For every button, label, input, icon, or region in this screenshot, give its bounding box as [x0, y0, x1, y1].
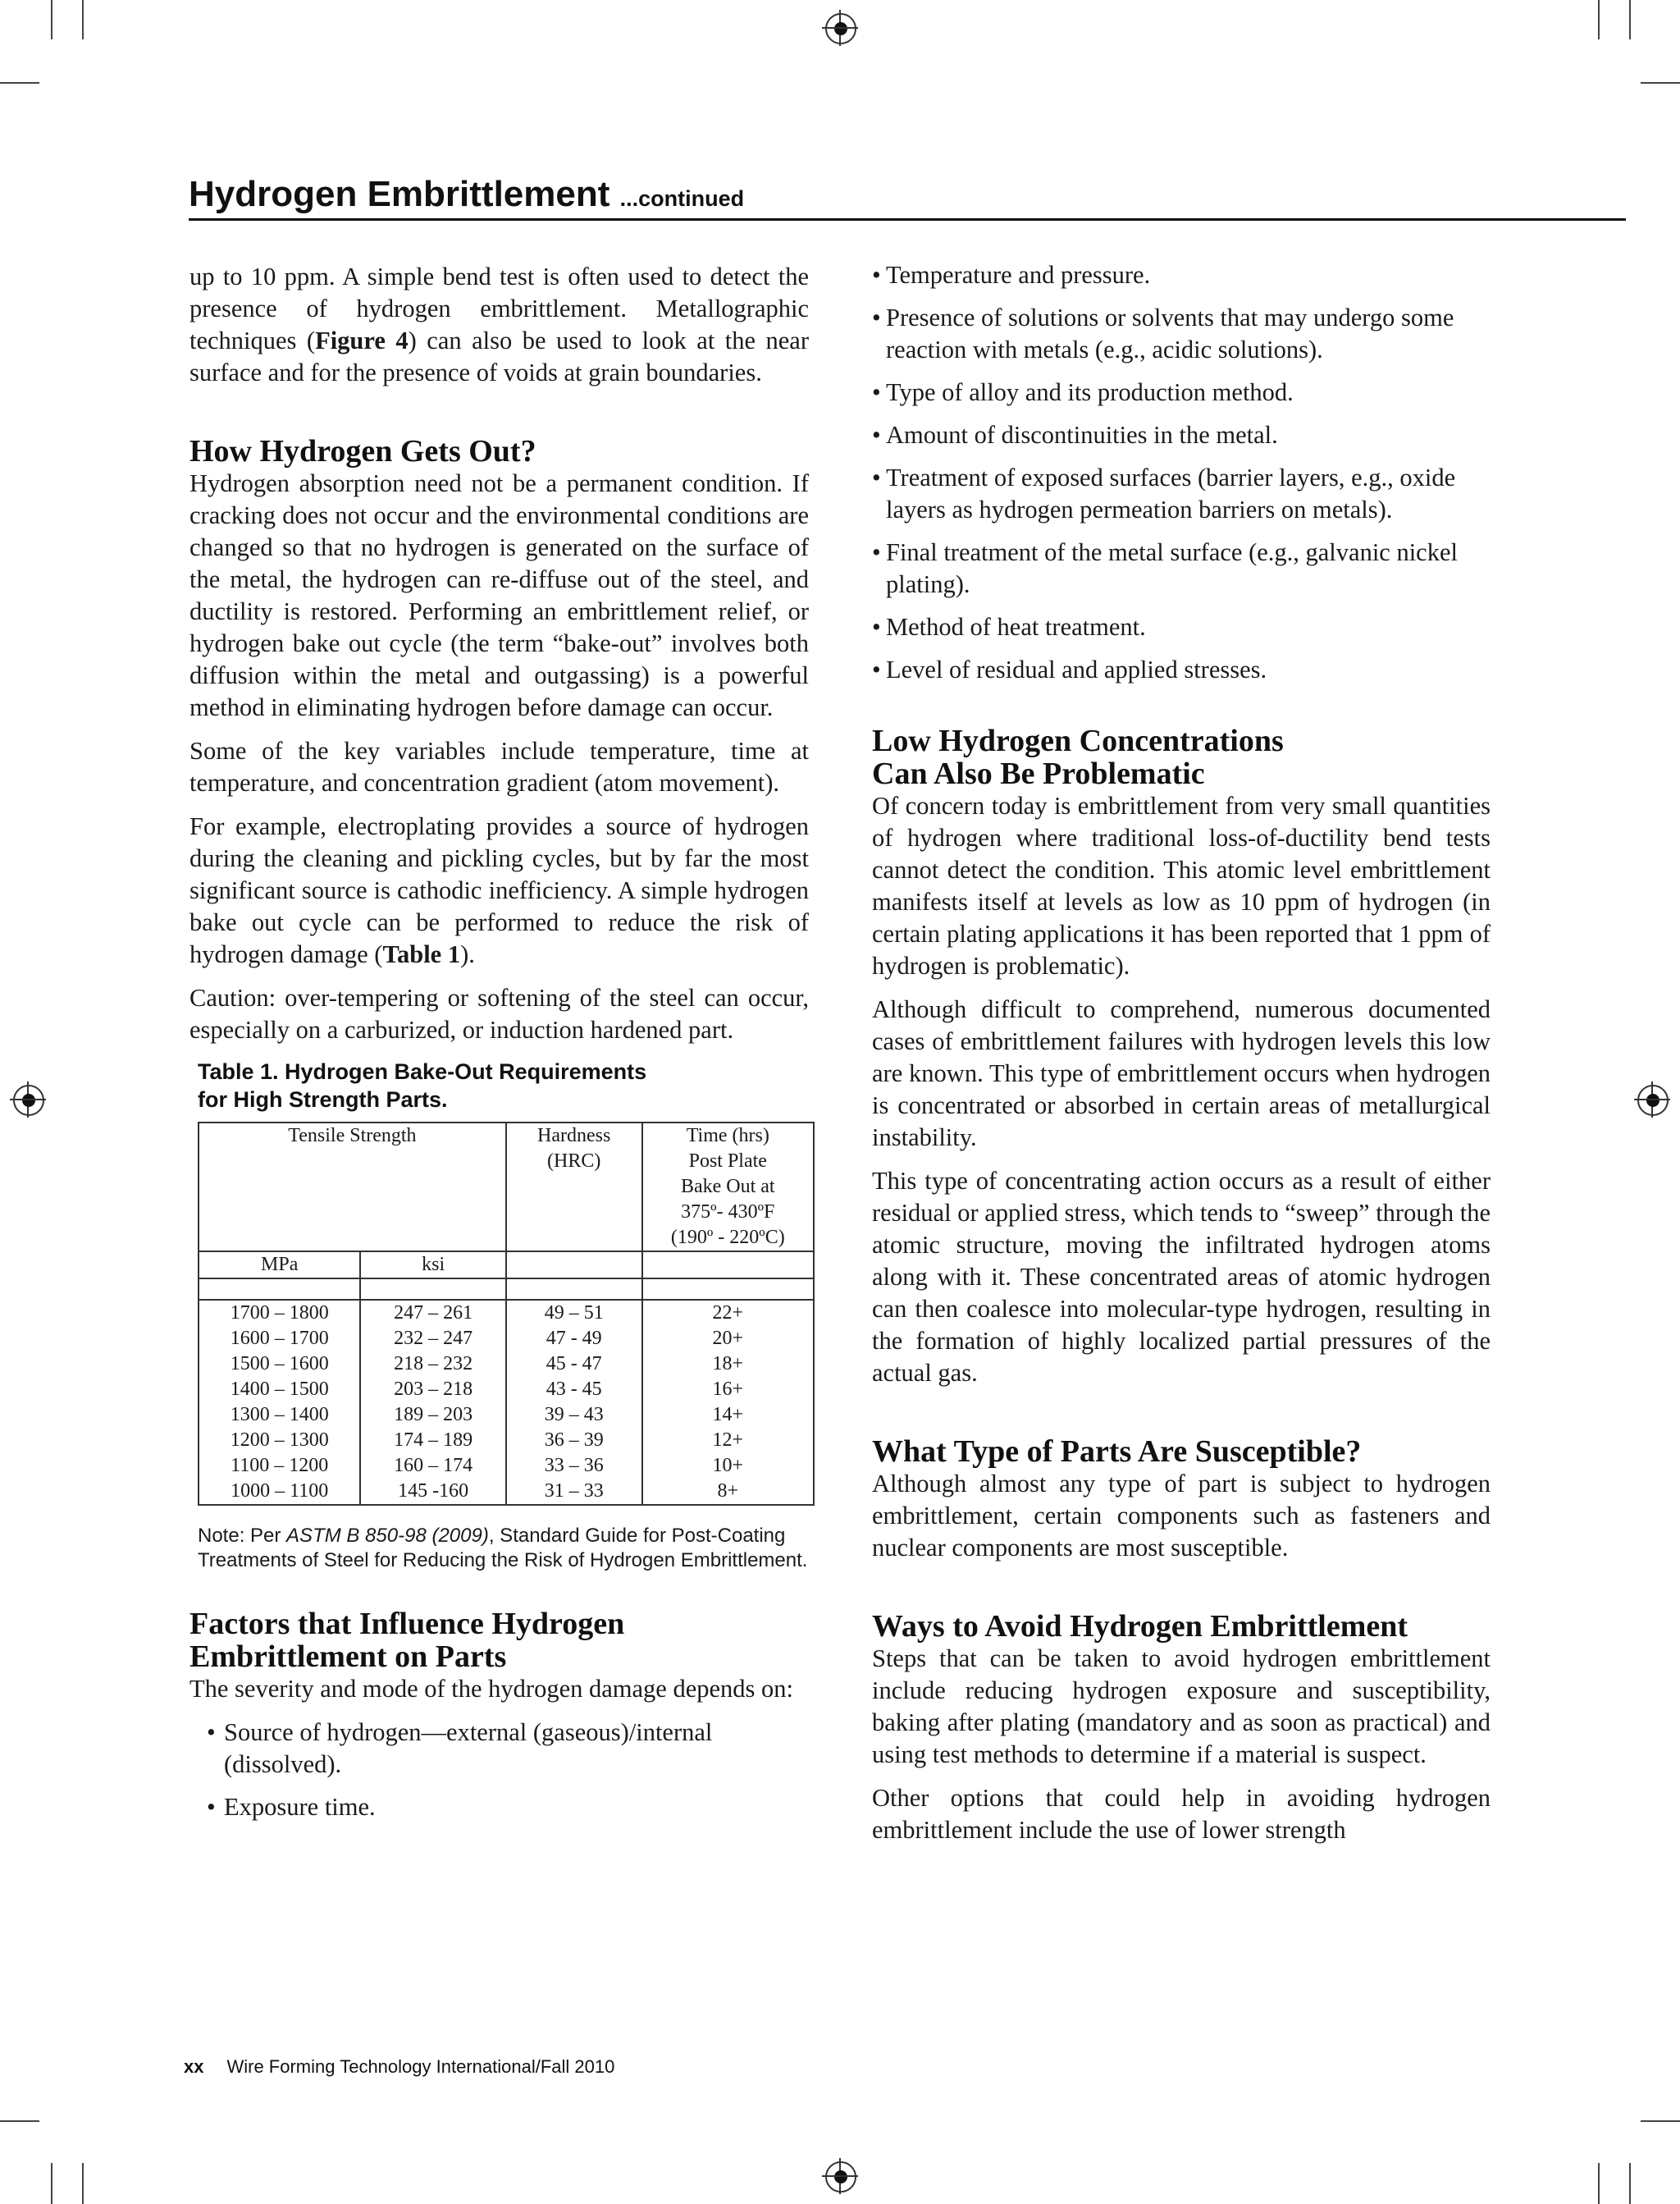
table-ref: Table 1: [382, 940, 461, 968]
list-item: • Method of heat treatment.: [872, 613, 1146, 641]
registration-mark-icon: [13, 1085, 44, 1116]
table-row: 1100 – 1200 160 – 174 33 – 36 10+: [199, 1453, 814, 1479]
left-column: [189, 261, 809, 1834]
heading-avoid: Ways to Avoid Hydrogen Embrittlement: [872, 1609, 1408, 1644]
crop-mark: [1629, 0, 1631, 39]
crop-mark: [1629, 2163, 1631, 2204]
crop-mark: [51, 2163, 52, 2204]
paragraph: Other options that could help in avoiding hydrogen embrittlement include the use of lower strength: [872, 1784, 1491, 1844]
paragraph: This type of concentrating action occurs as a result of either residual or applied stress, which tends to “sweep” through the atomic structure, moving the infiltrated hydrogen atoms along with it. These concentrated areas of atomic hydrogen can then coalesce into molecular-type hydrogen, resulting in the formation of highly localized partial pressures of the actual gas.: [872, 1167, 1491, 1387]
list-item: • Final treatment of the metal surface (e.g., galvanic nickel plating).: [872, 538, 1458, 598]
page-header: [189, 174, 744, 215]
variables-list: [872, 259, 1491, 686]
paragraph: Of concern today is embrittlement from very small quantities of hydrogen where traditional loss-of-ductility bend tests cannot detect the condition. This atomic level embrittlement manifests itself at levels as low as 10 ppm of hydrogen (in certain plating applications it has been reported that 1 ppm of hydrogen is problematic).: [872, 792, 1491, 980]
registration-mark-icon: [1637, 1085, 1669, 1116]
table-header-tensile: Tensile Strength: [199, 1123, 506, 1251]
header-rule: [189, 218, 1626, 221]
right-column: [872, 259, 1491, 1858]
table-header-hardness: Hardness (HRC): [506, 1123, 642, 1251]
publication-name: Wire Forming Technology International/Fall 2010: [226, 2056, 615, 2077]
table-row: 1300 – 1400 189 – 203 39 – 43 14+: [199, 1402, 814, 1428]
table-header-mpa: MPa: [199, 1251, 360, 1278]
paragraph: Some of the key variables include temperature, time at temperature, and concentration gradient (atom movement).: [189, 737, 809, 797]
table-row: 1500 – 1600 218 – 232 45 - 47 18+: [199, 1351, 814, 1377]
factors-list: [207, 1717, 809, 1823]
table-caption: Table 1. Hydrogen Bake-Out Requirements for High Strength Parts.: [198, 1059, 647, 1112]
header-title: Hydrogen Embrittlement: [189, 174, 610, 214]
list-item: • Amount of discontinuities in the metal.: [872, 421, 1278, 449]
page-footer: [184, 2056, 614, 2078]
registration-mark-icon: [825, 2161, 856, 2193]
table-header-row: [199, 1123, 814, 1251]
heading-factors: Factors that Influence Hydrogen Embrittlement on Parts: [189, 1607, 625, 1674]
crop-mark: [1641, 82, 1680, 84]
header-continued: ...continued: [619, 186, 745, 211]
list-item: • Treatment of exposed surfaces (barrier layers, e.g., oxide layers as hydrogen permeation barriers on metals).: [872, 464, 1456, 524]
list-item: • Exposure time.: [207, 1793, 376, 1821]
list-item: • Presence of solutions or solvents that may undergo some reaction with metals (e.g., acidic solutions).: [872, 304, 1454, 364]
figure-ref: Figure 4: [315, 327, 409, 354]
crop-mark: [82, 2163, 84, 2204]
paragraph: Steps that can be taken to avoid hydrogen embrittlement include reducing hydrogen exposure and susceptibility, baking after plating (mandatory and as soon as practical) and using test methods to determine if a material is suspect.: [872, 1644, 1491, 1768]
crop-mark: [1598, 2163, 1600, 2204]
crop-mark: [51, 0, 52, 39]
table-note: Note: Per ASTM B 850-98 (2009), Standard Guide for Post-Coating Treatments of Steel for Reducing the Risk of Hydrogen Embrittlement.: [198, 1525, 808, 1571]
paragraph: The severity and mode of the hydrogen damage depends on:: [189, 1675, 794, 1703]
registration-mark-icon: [825, 13, 856, 44]
table-subheader-row: [199, 1251, 814, 1278]
bake-out-table: [198, 1122, 815, 1506]
table-row: 1200 – 1300 174 – 189 36 – 39 12+: [199, 1428, 814, 1453]
paragraph: For example, electroplating provides a source of hydrogen during the cleaning and pickling cycles, but by far the most significant source is cathodic inefficiency. A simple hydrogen bake out cycle can be performed to reduce the risk of hydrogen damage (Table 1).: [189, 812, 809, 968]
table-header-ksi: ksi: [360, 1251, 505, 1278]
heading-low-hydrogen: Low Hydrogen Concentrations Can Also Be Problematic: [872, 724, 1284, 791]
page-number: xx: [184, 2056, 204, 2077]
list-item: • Temperature and pressure.: [872, 261, 1151, 289]
table-row: 1700 – 1800 247 – 261 49 – 51 22+: [199, 1300, 814, 1326]
table-spacer-row: [199, 1278, 814, 1300]
crop-mark: [0, 82, 39, 84]
paragraph: Although almost any type of part is subject to hydrogen embrittlement, certain components such as fasteners and nuclear components are most susceptible.: [872, 1470, 1491, 1562]
paragraph: Hydrogen absorption need not be a permanent condition. If cracking does not occur and the environmental conditions are changed so that no hydrogen is generated on the surface of the metal, the hydrogen can re-diffuse out of the steel, and ductility is restored. Performing an embrittlement relief, or hydrogen bake out cycle (the term “bake-out” involves both diffusion within the metal and outgassing) is a powerful method in eliminating hydrogen before damage can occur.: [189, 469, 809, 721]
intro-paragraph: up to 10 ppm. A simple bend test is often used to detect the presence of hydrogen embrittlement. Metallographic techniques (Figure 4) can also be used to look at the near surface and for the presence of voids at grain boundaries.: [189, 263, 809, 386]
table-row: 1000 – 1100 145 -160 31 – 33 8+: [199, 1479, 814, 1505]
table-header-time: Time (hrs) Post Plate Bake Out at 375º- 430ºF (190º - 220ºC): [642, 1123, 814, 1251]
list-item: • Type of alloy and its production method.: [872, 378, 1294, 406]
crop-mark: [0, 2120, 39, 2122]
paragraph: Although difficult to comprehend, numerous documented cases of embrittlement failures with hydrogen levels this low are known. This type of embrittlement occurs when hydrogen is concentrated or absorbed in certain areas of metallurgical instability.: [872, 995, 1491, 1151]
list-item: • Level of residual and applied stresses.: [872, 656, 1267, 684]
list-item: • Source of hydrogen—external (gaseous)/internal (dissolved).: [207, 1718, 713, 1778]
table-row: 1600 – 1700 232 – 247 47 - 49 20+: [199, 1326, 814, 1351]
crop-mark: [82, 0, 84, 39]
heading-susceptible-parts: What Type of Parts Are Susceptible?: [872, 1434, 1362, 1469]
heading-how-hydrogen-gets-out: How Hydrogen Gets Out?: [189, 434, 536, 469]
crop-mark: [1641, 2120, 1680, 2122]
table-row: 1400 – 1500 203 – 218 43 - 45 16+: [199, 1377, 814, 1402]
crop-mark: [1598, 0, 1600, 39]
paragraph: Caution: over-tempering or softening of the steel can occur, especially on a carburized, or induction hardened part.: [189, 984, 809, 1044]
